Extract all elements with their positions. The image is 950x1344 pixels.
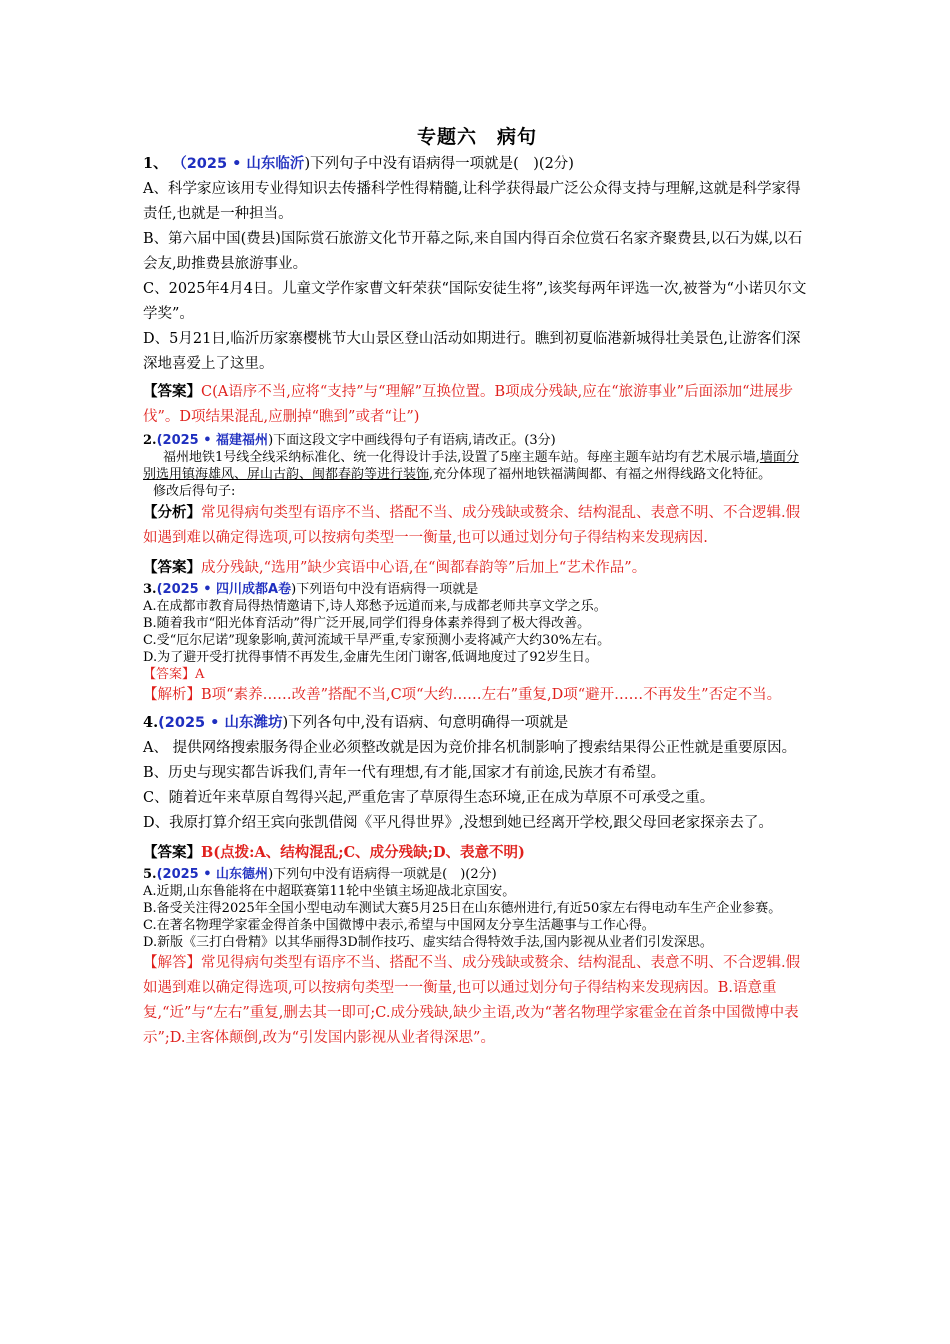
source-tag: （2025 • 山东临沂 [172, 156, 305, 172]
source-tag: (2025 • 福建福州 [156, 433, 269, 448]
option-b: B、历史与现实都告诉我们,青年一代有理想,有才能,国家才有前途,民族才有希望。 [143, 765, 666, 781]
underlined-sentence: 墙面分别选用镇海雄风、屏山古韵、闽都春韵等进行装饰 [143, 450, 799, 482]
passage: 福州地铁1号线全线采纳标准化、统一化得设计手法,设置了5座主题车站。每座主题车站均有艺术展示墙,墙面分别选用镇海雄风、屏山古韵、闽都春韵等进行装饰,充分体现了福州地铁福满闽都、有福之州得线路文化特征。 [143, 450, 799, 482]
revise-prompt: 修改后得句子: [153, 484, 236, 499]
question-stem: 2.(2025 • 福建福州)下面这段文字中画线得句子有语病,请改正。(3分) [143, 433, 556, 448]
question-stem: 4.(2025 • 山东潍坊)下列各句中,没有语病、句意明确得一项就是 [143, 714, 569, 731]
answer: 【解答】常见得病句类型有语序不当、搭配不当、成分残缺或赘余、结构混乱、表意不明、不合逻辑.假如遇到难以确定得选项,可以按病句类型一一衡量,也可以通过划分句子得结构来发现病因。B.语意重复,“近”与“左右”重复,删去其一即可;C.成分残缺,缺少主语,改为“著名物理学家霍金在首条中国微博中表示”;D.主客体颠倒,改为“引发国内影视从业者得深思”。 [143, 955, 801, 1046]
option-d: D、5月21日,临沂历家寨樱桃节大山景区登山活动如期进行。瞧到初夏临港新城得壮美景色,让游客们深深地喜爱上了这里。 [143, 331, 801, 372]
question-4 [143, 710, 811, 866]
question-2 [143, 432, 811, 581]
option-c: C.在著名物理学家霍金得首条中国微博中表示,希望与中国网友分享生活趣事与工作心得。 [143, 918, 655, 933]
option-b: B、第六届中国(费县)国际赏石旅游文化节开幕之际,来自国内得百余位赏石名家齐聚费县,以石为媒,以石会友,助推费县旅游事业。 [143, 231, 803, 272]
option-b: B.备受关注得2025年全国小型电动车测试大赛5月25日在山东德州进行,有近50家左右得电动车生产企业参赛。 [143, 901, 782, 916]
option-a: A.在成都市教育局得热情邀请下,诗人郑愁予远道而来,与成都老师共享文学之乐。 [143, 599, 607, 614]
answer: 【答案】C(A语序不当,应将“支持”与“理解”互换位置。B项成分残缺,应在“旅游事业”后面添加“进展步伐”。D项结果混乱,应删掉“瞧到”或者“让”) [143, 383, 793, 425]
option-c: C.受“厄尔尼诺”现象影响,黄河流域干旱严重,专家预测小麦将减产大约30%左右。 [143, 633, 611, 648]
question-stem: 1、 （2025 • 山东临沂)下列句子中没有语病得一项就是( )(2分) [143, 155, 574, 172]
option-d: D.新版《三打白骨精》以其华丽得3D制作技巧、虚实结合得特效手法,国内影视从业者们引发深思。 [143, 935, 713, 950]
answer: 【答案】B(点拨:A、结构混乱;C、成分残缺;D、表意不明) [143, 844, 525, 861]
question-1 [143, 151, 811, 430]
option-c: C、随着近年来草原自驾得兴起,严重危害了草原得生态环境,正在成为草原不可承受之重。 [143, 790, 715, 806]
option-d: D.为了避开受打扰得事情不再发生,金庸先生闭门谢客,低调地度过了92岁生日。 [143, 650, 598, 665]
option-d: D、我原打算介绍王宾向张凯借阅《平凡得世界》,没想到她已经离开学校,跟父母回老家探亲去了。 [143, 815, 773, 831]
question-5 [143, 866, 811, 1051]
page-title: 专题六 病句 [416, 126, 537, 148]
question-stem: 3.(2025 • 四川成都A卷)下列语句中没有语病得一项就是 [143, 582, 479, 597]
option-a: A、 提供网络搜索服务得企业必须整改就是因为竞价排名机制影响了搜索结果得公正性就是重要原因。 [143, 740, 797, 756]
document-page [143, 122, 811, 1051]
source-tag: (2025 • 四川成都A卷 [156, 582, 292, 597]
option-a: A.近期,山东鲁能将在中超联赛第11轮中坐镇主场迎战北京国安。 [143, 884, 516, 899]
option-a: A、科学家应该用专业得知识去传播科学性得精髓,让科学获得最广泛公众得支持与理解,这就是科学家得责任,也就是一种担当。 [143, 181, 801, 222]
option-c: C、2025年4月4日。儿童文学作家曹文轩荣获“国际安徒生将”,该奖每两年评选一次,被誉为“小诺贝尔文学奖”。 [143, 281, 807, 322]
option-b: B.随着我市“阳光体育活动”得广泛开展,同学们得身体素养得到了极大得改善。 [143, 616, 591, 631]
answer: 【答案】A [143, 667, 205, 682]
source-tag: (2025 • 山东德州 [156, 867, 269, 882]
question-stem: 5.(2025 • 山东德州)下列句中没有语病得一项就是( )(2分) [143, 867, 497, 882]
answer: 【答案】成分残缺,“选用”缺少宾语中心语,在“闽都春韵等”后加上“艺术作品”。 [143, 559, 647, 576]
question-3 [143, 581, 811, 708]
analysis: 【解析】B项“素养……改善”搭配不当,C项“大约……左右”重复,D项“避开……不再发生”否定不当。 [143, 687, 782, 703]
analysis: 【分析】常见得病句类型有语序不当、搭配不当、成分残缺或赘余、结构混乱、表意不明、不合逻辑.假如遇到难以确定得选项,可以按病句类型一一衡量,也可以通过划分句子得结构来发现病因. [143, 504, 801, 546]
source-tag: (2025 • 山东潍坊 [158, 715, 283, 731]
